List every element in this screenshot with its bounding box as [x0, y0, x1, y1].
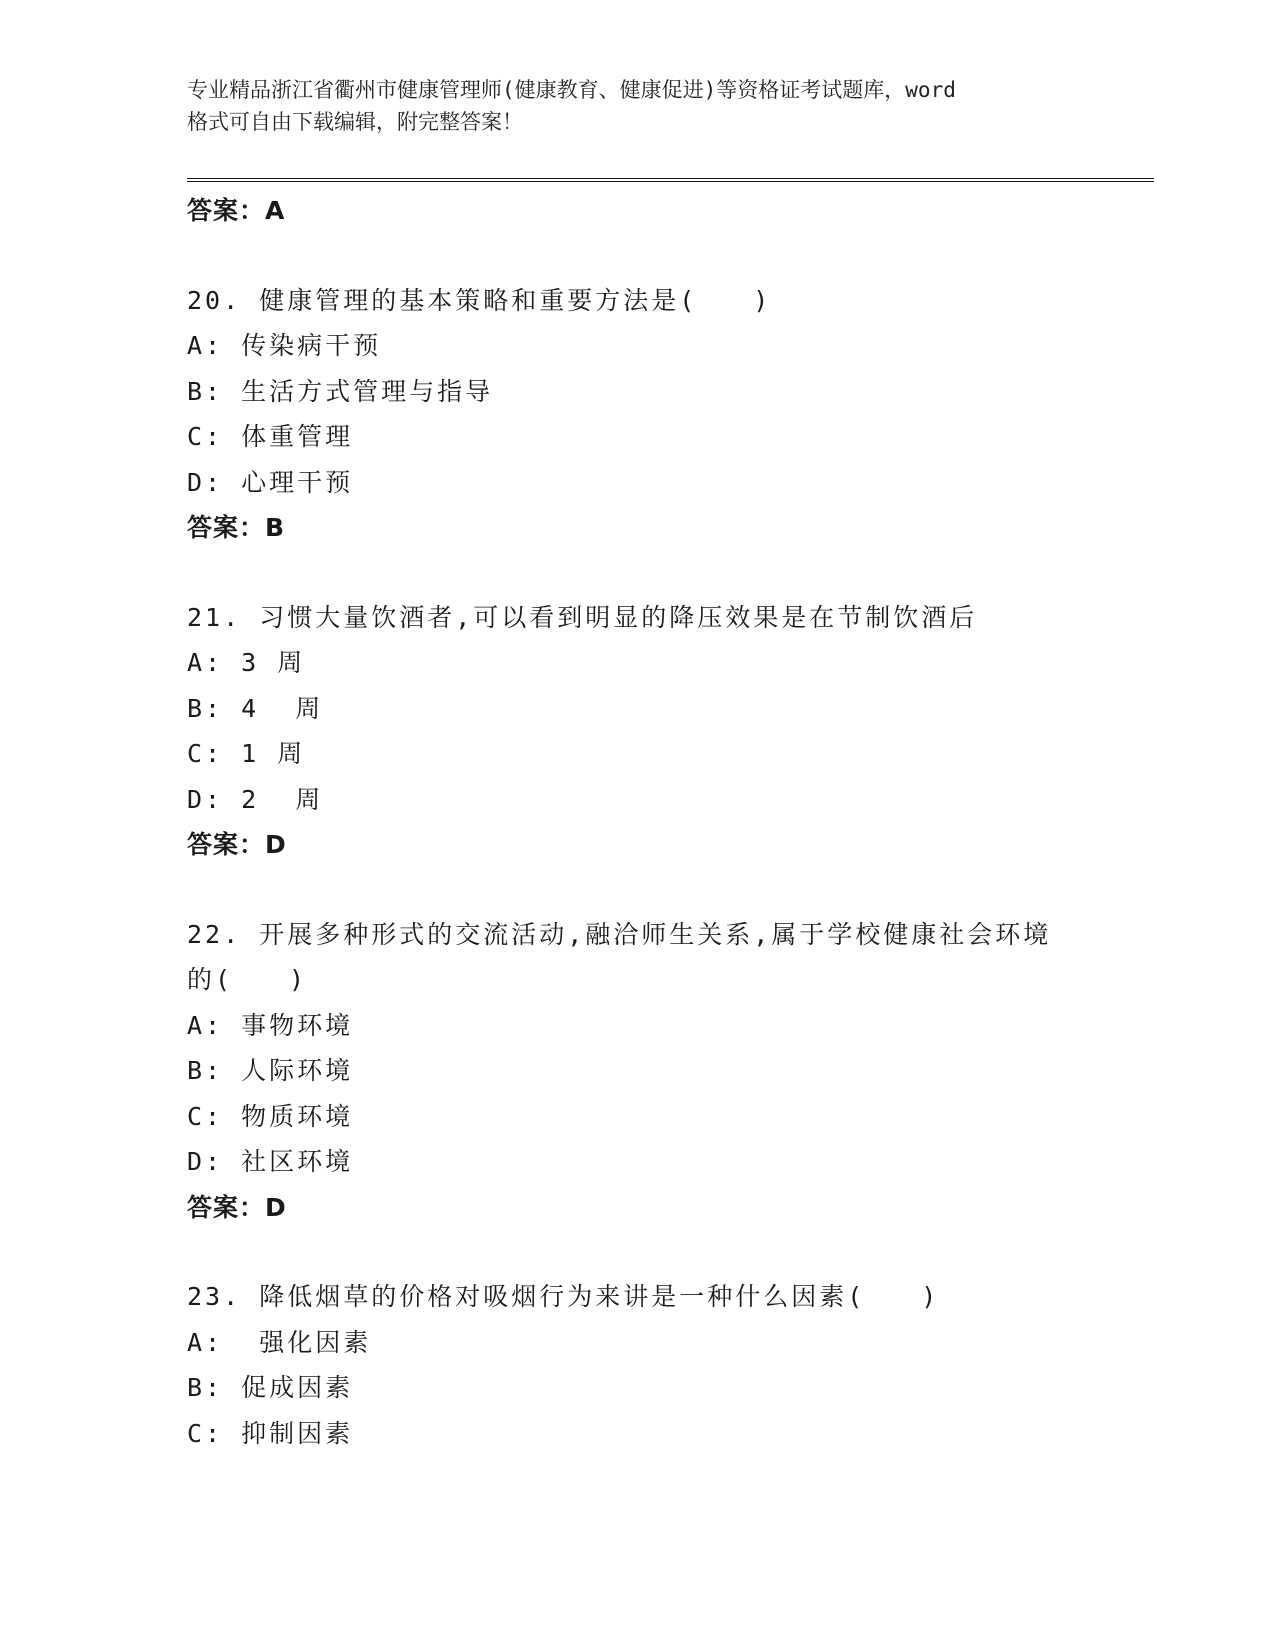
option-a: A: 3 周	[187, 648, 306, 677]
option-b: B: 促成因素	[187, 1373, 354, 1402]
option-b: B: 4 周	[187, 693, 324, 723]
option-b: B: 人际环境	[187, 1056, 354, 1085]
option-d: D: 2 周	[187, 784, 324, 814]
option-c: C: 体重管理	[187, 422, 354, 451]
spacer	[187, 551, 1087, 595]
question-22	[187, 912, 1087, 1231]
question-stem-line-2: 的( )	[187, 965, 308, 994]
question-stem: 21. 习惯大量饮酒者,可以看到明显的降压效果是在节制饮酒后	[187, 602, 978, 632]
question-stem: 23. 降低烟草的价格对吸烟行为来讲是一种什么因素( )	[187, 1282, 940, 1311]
option-b: B: 生活方式管理与指导	[187, 376, 494, 406]
answer: 答案：B	[187, 513, 286, 542]
header-divider	[187, 178, 1154, 182]
option-d: D: 心理干预	[187, 467, 354, 497]
option-d: D: 社区环境	[187, 1147, 354, 1176]
header-line-1: 专业精品浙江省衢州市健康管理师(健康教育、健康促进)等资格证考试题库，word	[187, 78, 956, 102]
page-header	[187, 74, 1087, 138]
header-line-2: 格式可自由下载编辑，附完整答案！	[187, 110, 523, 134]
question-20	[187, 278, 1087, 551]
option-a: A: 传染病干预	[187, 331, 382, 360]
option-a: A: 强化因素	[187, 1327, 372, 1357]
question-stem-line-1: 22. 开展多种形式的交流活动,融洽师生关系,属于学校健康社会环境	[187, 919, 1052, 949]
answer: 答案：D	[187, 830, 287, 859]
answer: 答案：D	[187, 1192, 287, 1222]
option-a: A: 事物环境	[187, 1010, 354, 1040]
previous-answer: 答案：A	[187, 196, 286, 225]
question-stem: 20. 健康管理的基本策略和重要方法是( )	[187, 285, 772, 315]
option-c: C: 1 周	[187, 739, 306, 768]
spacer	[187, 1230, 1087, 1274]
question-list	[187, 188, 1087, 1456]
option-c: C: 抑制因素	[187, 1418, 354, 1448]
spacer	[187, 868, 1087, 912]
spacer	[187, 234, 1087, 278]
option-c: C: 物质环境	[187, 1101, 354, 1131]
question-21	[187, 595, 1087, 868]
question-23	[187, 1274, 1087, 1456]
